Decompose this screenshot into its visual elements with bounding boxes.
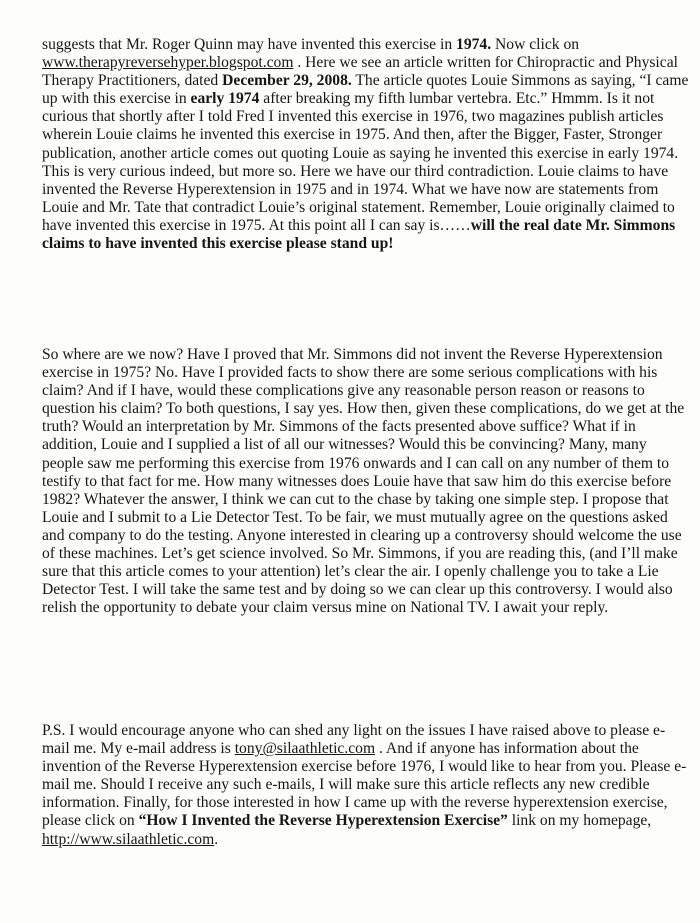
email-link[interactable]: tony@silaathletic.com: [234, 740, 376, 758]
text-segment: So where are we now? Have I proved that Mr. Simmons did not invent the Reverse Hyperextension exercise in 1975? No. Have I provided facts to show there are some serious complications with his claim? And if I have, would these complications give any reasonable person reason or reasons to question his claim? To both questions, I say yes. How then, given these complications, do we get at the truth? Would an interpretation by Mr. Simmons of the facts presented above suffice? What if in addition, Louie and I supplied a list of all our witnesses? Would this be convincing? Many, many people saw me performing this exercise from 1976 onwards and I can call on any number of them to testify to that fact for me. How many witnesses does Louie have that saw him do this exercise before 1982? Whatever the answer, I think we can cut to the chase by taking one simple step. I propose that Louie and I submit to a Lie Detector Test. To be fair, we must mutually agree on the questions asked and company to do the testing. Anyone interested in clearing up a controversy should welcome the use of these machines. Let’s get science involved. So Mr. Simmons, if you are reading this, (and I’ll make sure that this article comes to your attention) let’s clear the air. I openly challenge you to take a Lie Detector Test. I will take the same test and by doing so we can clear up this controversy. I would also relish the opportunity to debate your claim versus mine on National TV. I await your reply.: [42, 346, 685, 617]
text-segment: suggests that Mr. Roger Quinn may have invented this exercise in: [42, 36, 457, 53]
text-segment: . And if anyone has information about the invention of the Reverse Hyperextension exercise before 1976, I would like to hear from you. Please e-mail me. Should I receive any such e-mails, I will make sure this article reflects any new credible information. Finally, for those interested in how I came up with the reverse hyperextension exercise, please click on: [42, 740, 687, 830]
bold-text-segment: 1974.: [456, 36, 492, 53]
text-segment: Now click on: [491, 36, 580, 53]
text-segment: after breaking my fifth lumbar vertebra. Etc.” Hmmm. Is it not curious that shortly after I told Fred I invented this exercise in 1976, two magazines publish articles wherein Louie claims he invented this exercise in 1975. And then, after the Bigger, Faster, Stronger publication, another article comes out quoting Louie as saying he invented this exercise in early 1974. This is very curious indeed, but more so. Here we have our third contradiction. Louie claims to have invented the Reverse Hyperextension in 1975 and in 1974. What we have now are statements from Louie and Mr. Tate that contradict Louie’s original statement. Remember, Louie originally claimed to have invented this exercise in 1975. At this point all I can say is……: [42, 90, 679, 234]
homepage-link[interactable]: http://www.silaathletic.com: [42, 830, 215, 848]
paragraph-2: [42, 346, 692, 617]
paragraph-3: [42, 722, 692, 849]
bold-text-segment: early 1974: [190, 90, 260, 108]
text-segment: link on my homepage,: [507, 812, 652, 830]
text-segment: .: [214, 830, 219, 848]
text-segment: P.S. I would encourage anyone who can shed any light on the issues I have raised above to please e-mail me. My e-mail address is: [42, 722, 666, 758]
paragraph-1: [42, 36, 692, 253]
text-segment: The article quotes Louie Simmons as saying, “I came up with this exercise in: [42, 72, 689, 108]
bold-text-segment: “How I Invented the Reverse Hyperextension Exercise”: [138, 812, 508, 830]
bold-text-segment: will the real date Mr. Simmons claims to have invented this exercise please stand up!: [42, 216, 676, 253]
therapy-blog-link[interactable]: www.therapyreversehyper.blogspot.com: [42, 54, 294, 72]
bold-text-segment: December 29, 2008.: [222, 72, 352, 90]
text-segment: . Here we see an article written for Chiropractic and Physical Therapy Practitioners, dated: [42, 54, 678, 90]
